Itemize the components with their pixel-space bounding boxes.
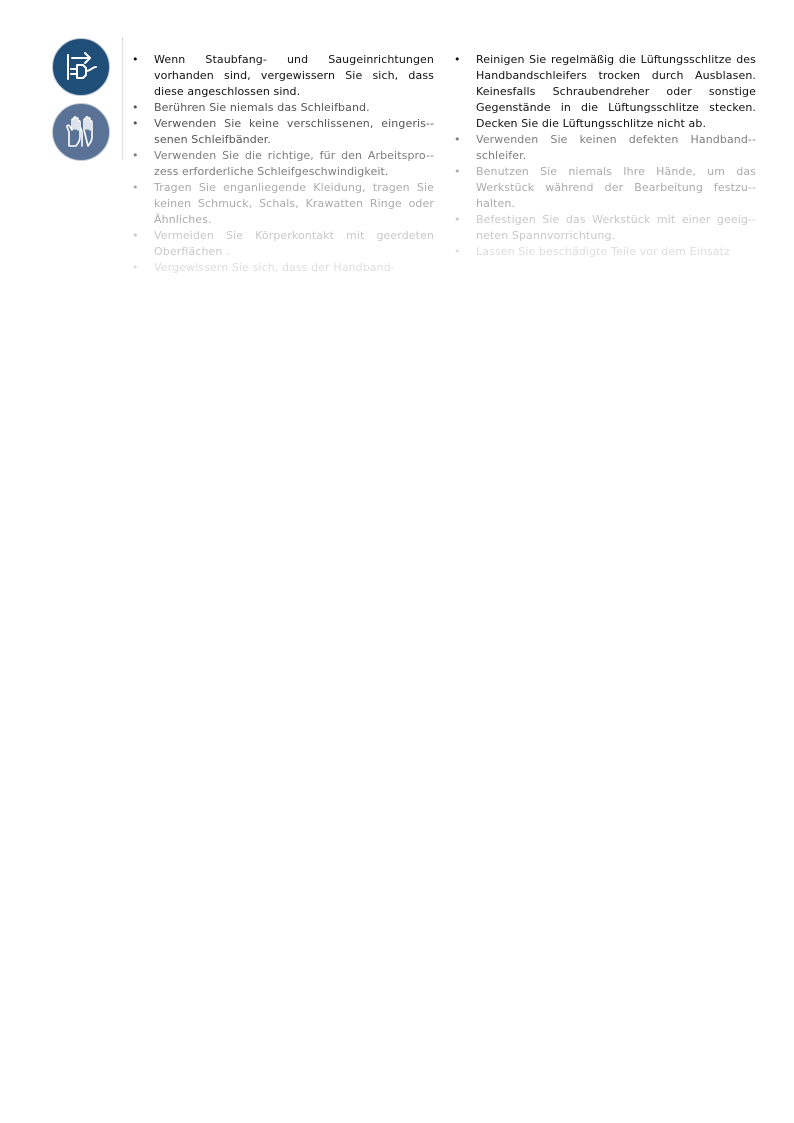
left-bullet-list bbox=[154, 52, 434, 276]
list-item: • Verwenden Sie keine verschlissenen, eingeris-senen Schleifbänder. bbox=[154, 116, 434, 148]
list-item: • Befestigen Sie das Werkstück mit einer geeig-neten Spannvorrichtung. bbox=[476, 212, 756, 244]
list-item: • Vermeiden Sie Körperkontakt mit geerdeten Oberflächen . bbox=[154, 228, 434, 260]
list-item: • Verwenden Sie die richtige, für den Arbeitspro-zess erforderliche Schleifgeschwindigkeit. bbox=[154, 148, 434, 180]
list-item: • Verwenden Sie keinen defekten Handband-schleifer. bbox=[476, 132, 756, 164]
safety-icons bbox=[52, 38, 110, 168]
right-column bbox=[476, 52, 756, 260]
left-column bbox=[154, 52, 434, 276]
list-item: • Reinigen Sie regelmäßig die Lüftungsschlitze des Handbandschleifers trocken durch Ausblasen. Keinesfalls Schraubendreher oder sonstige Gegenstände in die Lüftungsschlitze stecken. Decken Sie die Lüftungsschlitze nicht ab. bbox=[476, 52, 756, 132]
column-divider bbox=[122, 38, 123, 160]
list-item: • Vergewissern Sie sich, dass der Handband- bbox=[154, 260, 434, 276]
disconnect-mains-plug-icon bbox=[52, 38, 110, 96]
wear-protective-gloves-icon bbox=[52, 103, 110, 161]
list-item: • Tragen Sie enganliegende Kleidung, tragen Sie keinen Schmuck, Schals, Krawatten Ringe oder Ähnliches. bbox=[154, 180, 434, 228]
right-bullet-list bbox=[476, 52, 756, 260]
list-item: • Lassen Sie beschädigte Teile vor dem Einsatz bbox=[476, 244, 756, 260]
list-item: • Wenn Staubfang- und Saugeinrichtungen vorhanden sind, vergewissern Sie sich, dass diese angeschlossen sind. bbox=[154, 52, 434, 100]
list-item: • Benutzen Sie niemals Ihre Hände, um das Werkstück während der Bearbeitung festzu-halten. bbox=[476, 164, 756, 212]
list-item: • Berühren Sie niemals das Schleifband. bbox=[154, 100, 434, 116]
